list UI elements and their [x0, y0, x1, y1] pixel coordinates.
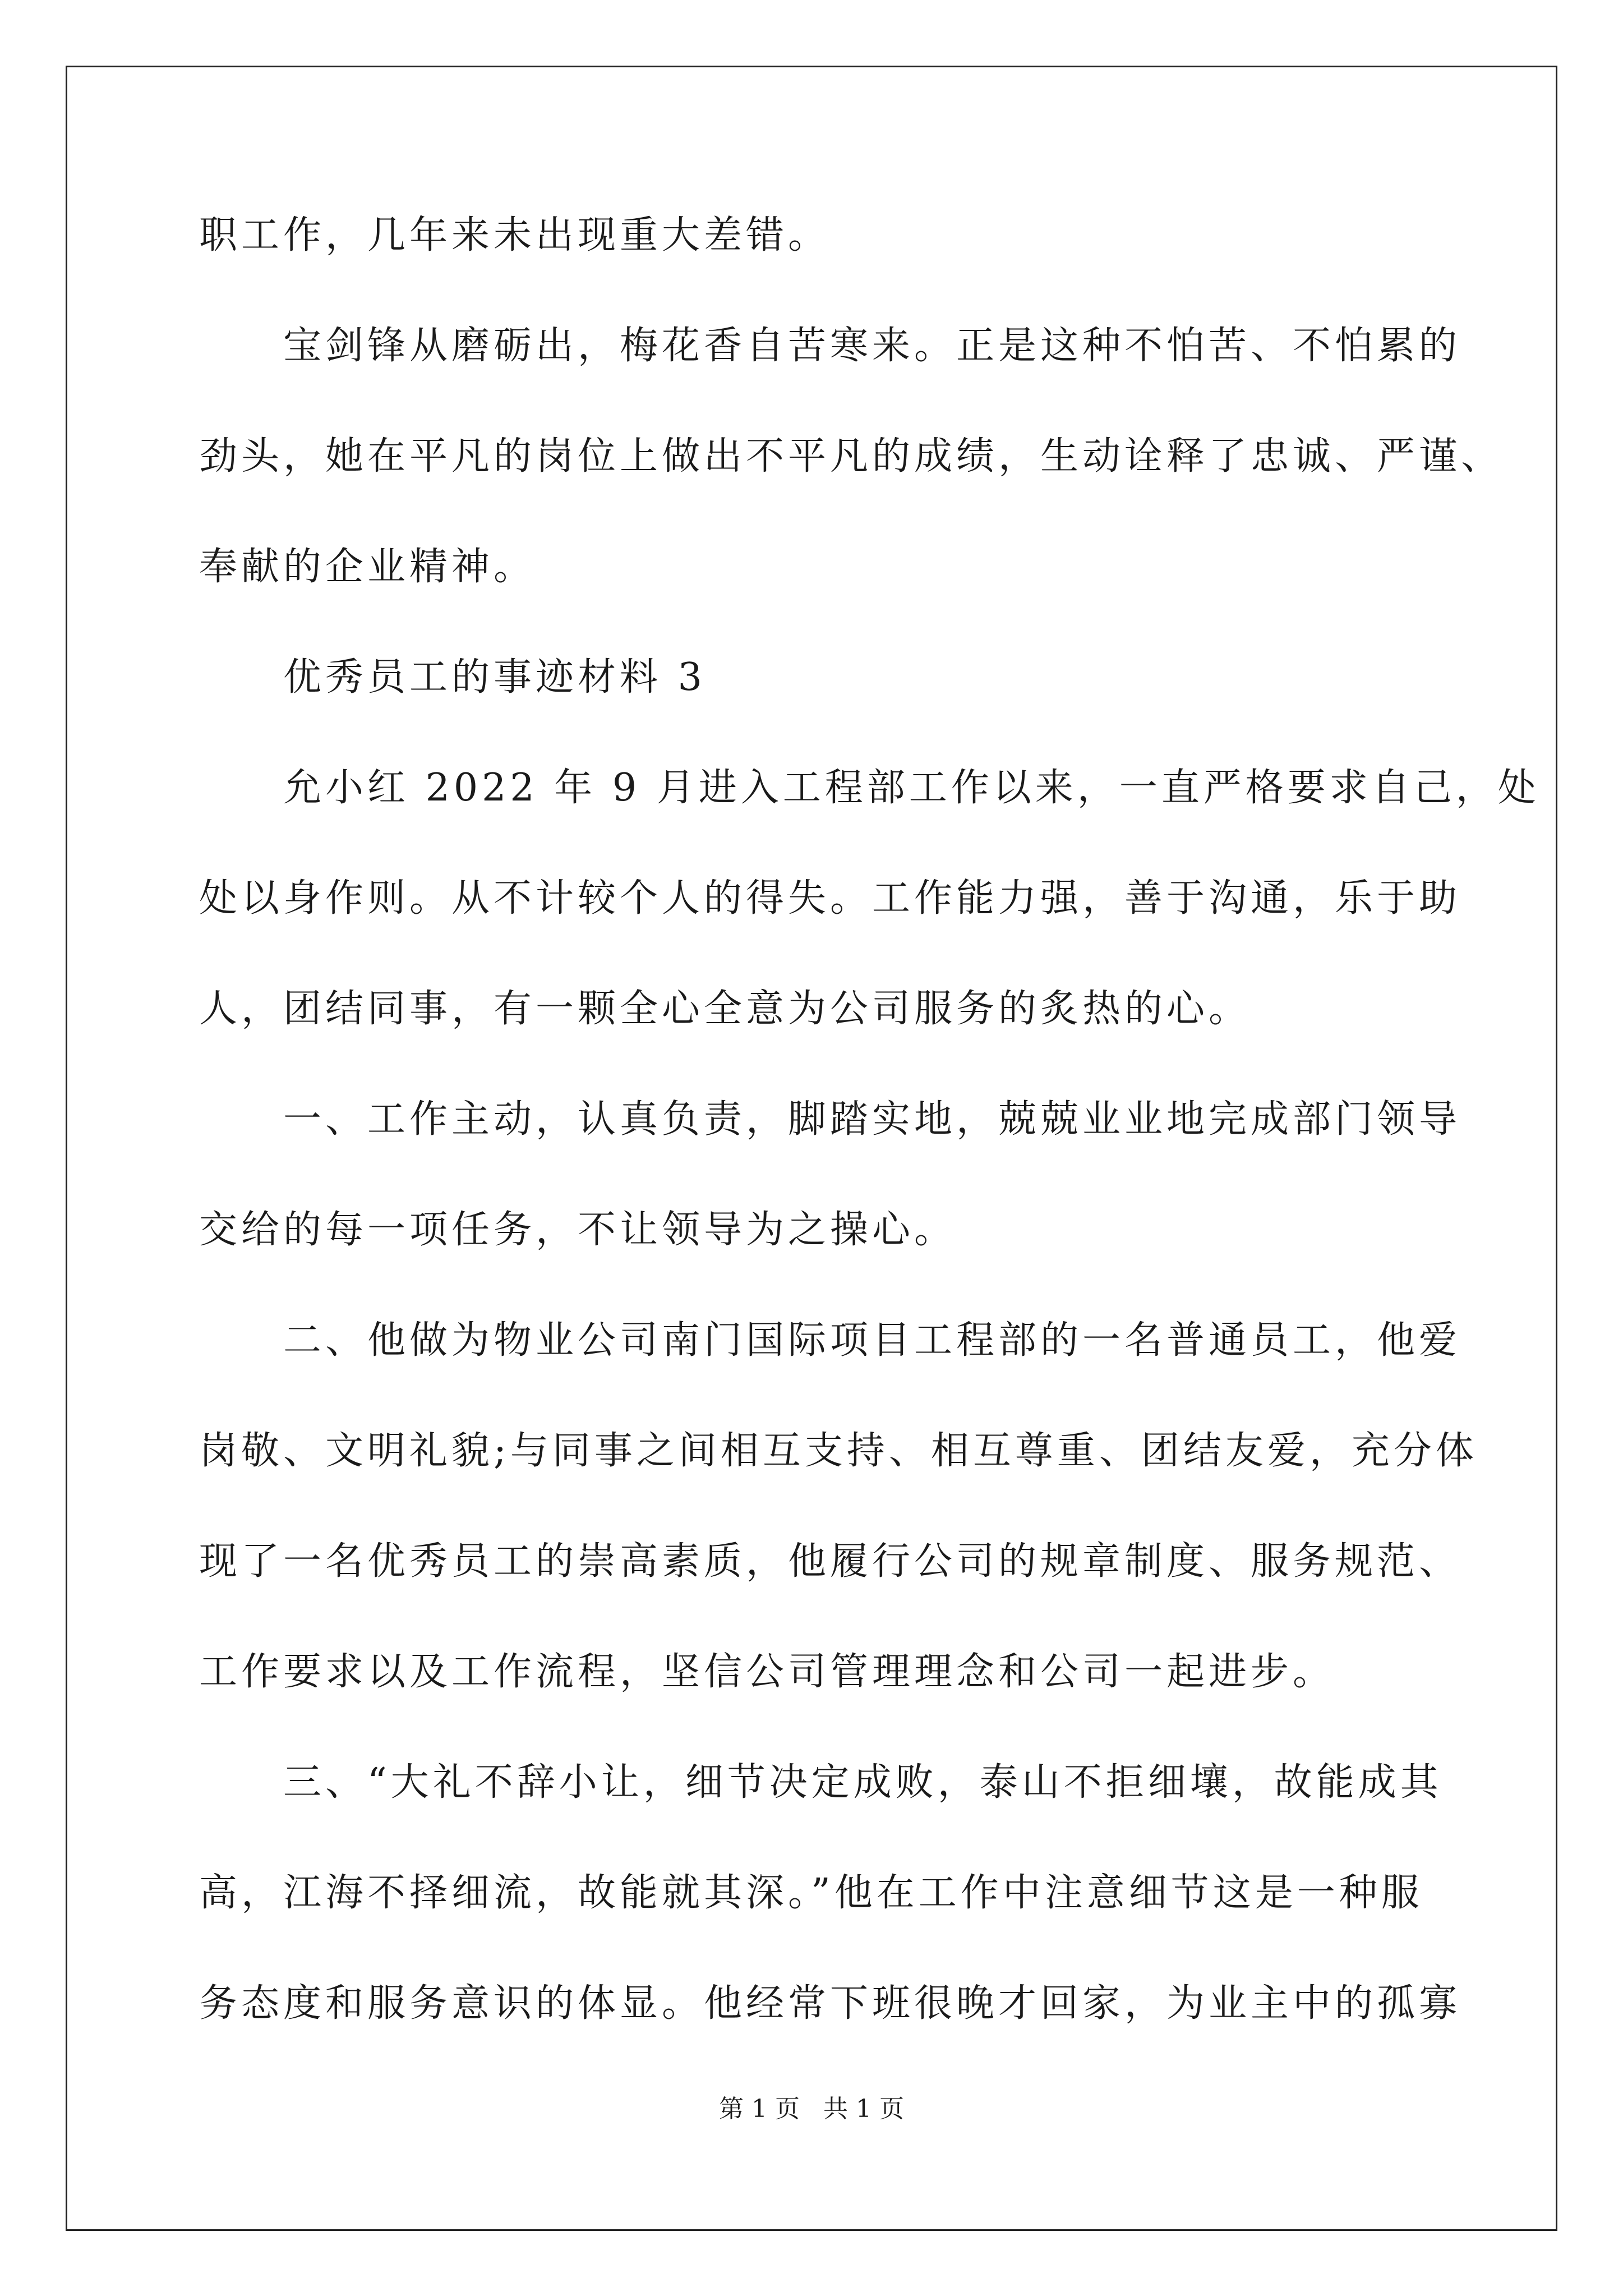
paragraph-line: 二、他做为物业公司南门国际项目工程部的一名普通员工，他爱	[283, 1318, 1461, 1363]
paragraph-line: 岗敬、文明礼貌;与同事之间相互支持、相互尊重、团结友爱，充分体	[199, 1429, 1478, 1473]
paragraph-line: 允小红 2022 年 9 月进入工程部工作以来，一直严格要求自己，处	[283, 766, 1540, 810]
paragraph-line: 一、工作主动，认真负责，脚踏实地，兢兢业业地完成部门领导	[283, 1097, 1461, 1142]
paragraph-line: 职工作，几年来未出现重大差错。	[199, 213, 831, 257]
paragraph-line: 奉献的企业精神。	[199, 545, 536, 589]
paragraph-line: 处以身作则。从不计较个人的得失。工作能力强，善于沟通，乐于助	[199, 876, 1461, 921]
paragraph-line: 宝剑锋从磨砺出，梅花香自苦寒来。正是这种不怕苦、不怕累的	[283, 324, 1461, 368]
paragraph-line: 劲头，她在平凡的岗位上做出不平凡的成绩，生动诠释了忠诚、严谨、	[199, 434, 1504, 478]
paragraph-line: 人，团结同事，有一颗全心全意为公司服务的炙热的心。	[199, 987, 1251, 1031]
paragraph-line: 三、“大礼不辞小让，细节决定成败，泰山不拒细壤，故能成其	[283, 1760, 1442, 1805]
paragraph-line: 交给的每一项任务，不让领导为之操心。	[199, 1208, 957, 1252]
paragraph-line: 高，江海不择细流，故能就其深。”他在工作中注意细节这是一种服	[199, 1871, 1423, 1915]
paragraph-line: 务态度和服务意识的体显。他经常下班很晚才回家，为业主中的孤寡	[199, 1981, 1461, 2026]
page-footer: 第 1 页 共 1 页	[719, 2095, 904, 2123]
section-heading: 优秀员工的事迹材料 3	[283, 655, 706, 700]
paragraph-line: 现了一名优秀员工的崇高素质，他履行公司的规章制度、服务规范、	[199, 1539, 1461, 1584]
paragraph-line: 工作要求以及工作流程，坚信公司管理理念和公司一起进步。	[199, 1650, 1335, 1694]
